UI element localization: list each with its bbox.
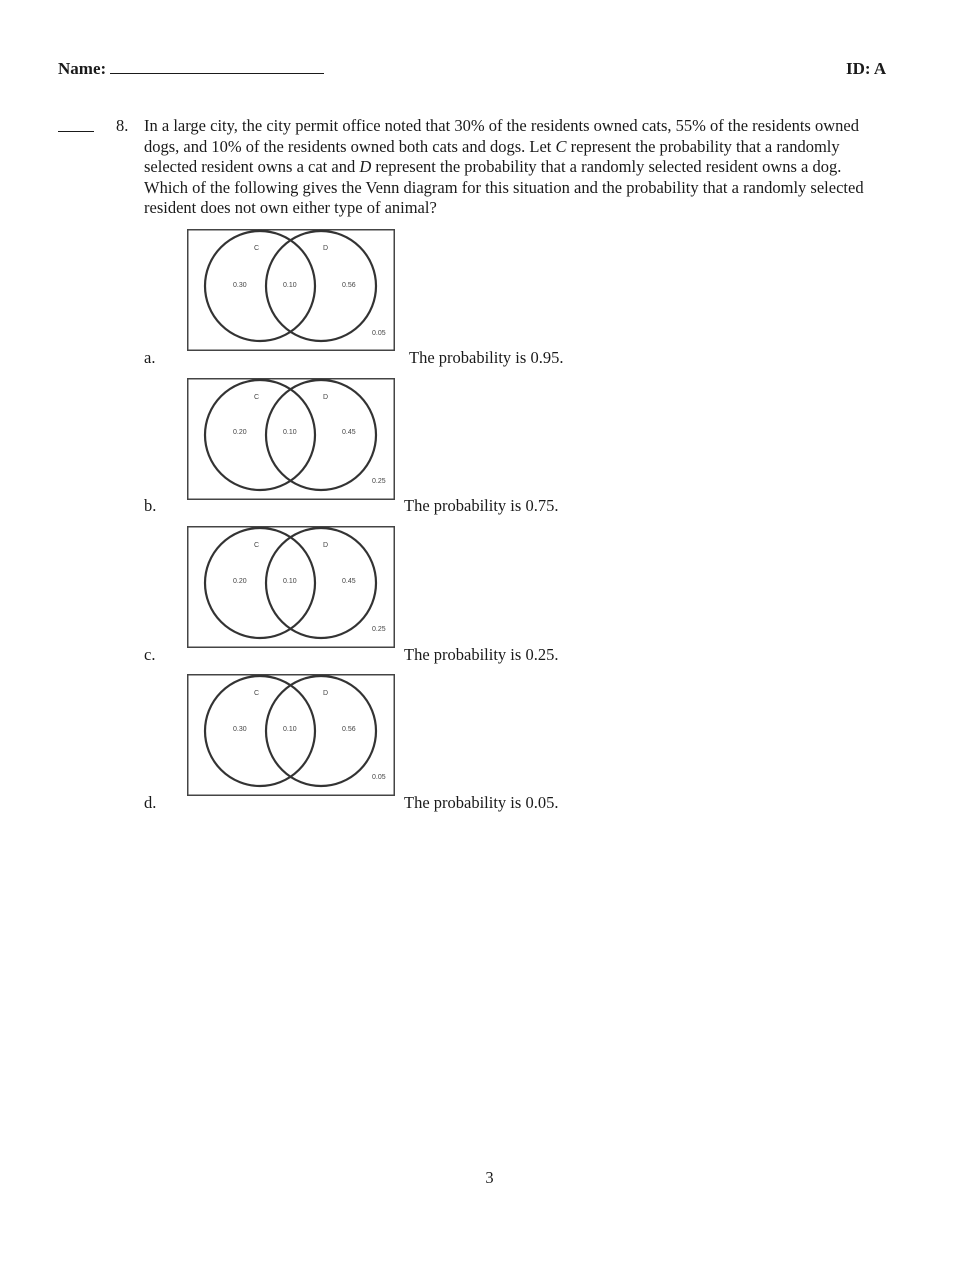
label-d: D [323, 394, 329, 401]
value-c-only: 0.20 [233, 429, 247, 436]
option-letter-d: d. [144, 793, 157, 812]
option-letter-a: a. [144, 348, 156, 367]
value-d-only: 0.56 [342, 726, 356, 733]
question-number: 8. [116, 116, 129, 135]
question-text [144, 116, 934, 219]
label-c: C [254, 394, 260, 401]
value-c-only: 0.20 [233, 578, 247, 585]
option-letter-c: c. [144, 645, 156, 664]
option-c-answer: The probability is 0.25. [404, 645, 559, 664]
venn-diagram-b [187, 378, 395, 500]
question-line-4: Which of the following gives the Venn diagram for this situation and the probability that a randomly selected [144, 177, 864, 197]
name-blank-line [110, 59, 324, 74]
option-b-answer: The probability is 0.75. [404, 496, 559, 515]
value-c-only: 0.30 [233, 282, 247, 289]
venn-diagram-a [187, 229, 395, 351]
question-line-5: resident does not own either type of animal? [144, 198, 437, 218]
value-neither: 0.05 [372, 330, 386, 337]
venn-diagram-d [187, 674, 395, 796]
label-c: C [254, 542, 260, 549]
value-both: 0.10 [283, 429, 297, 436]
answer-blank [58, 131, 94, 132]
value-c-only: 0.30 [233, 726, 247, 733]
id-label: ID: A [846, 59, 887, 78]
value-d-only: 0.56 [342, 282, 356, 289]
option-letter-b: b. [144, 496, 157, 515]
label-d: D [323, 245, 329, 252]
value-both: 0.10 [283, 282, 297, 289]
question-line-1: In a large city, the city permit office noted that 30% of the residents owned cats, 55% of the residents owned [144, 116, 859, 135]
question-line-2: dogs, and 10% of the residents owned both cats and dogs. Let C represent the probability that a randomly [144, 136, 840, 156]
label-c: C [254, 245, 260, 252]
label-d: D [323, 690, 329, 697]
value-neither: 0.25 [372, 626, 386, 633]
value-both: 0.10 [283, 726, 297, 733]
question-line-3: selected resident owns a cat and D represent the probability that a randomly selected resident owns a dog. [144, 157, 842, 177]
value-neither: 0.25 [372, 478, 386, 485]
page-number: 3 [485, 1168, 494, 1187]
variable-d: D [359, 157, 372, 177]
venn-diagram-c [187, 526, 395, 648]
value-both: 0.10 [283, 578, 297, 585]
name-field [58, 59, 324, 79]
label-c: C [254, 690, 260, 697]
option-d-answer: The probability is 0.05. [404, 793, 559, 812]
label-d: D [323, 542, 329, 549]
value-d-only: 0.45 [342, 429, 356, 436]
value-neither: 0.05 [372, 774, 386, 781]
option-a-answer: The probability is 0.95. [409, 348, 564, 367]
name-label: Name: [58, 59, 107, 78]
value-d-only: 0.45 [342, 578, 356, 585]
variable-c: C [555, 136, 567, 156]
